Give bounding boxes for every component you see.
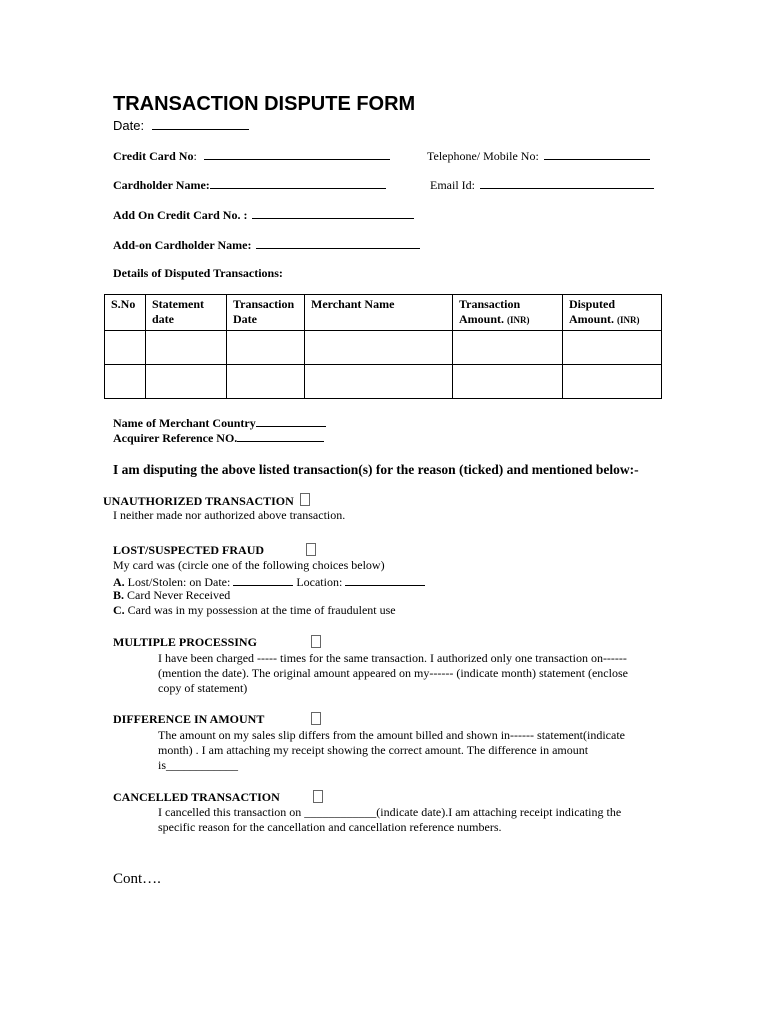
date-label: Date: (113, 118, 145, 133)
difference-amount-checkbox-icon[interactable] (311, 712, 321, 725)
cancelled-date-blank[interactable]: ____________ (304, 805, 377, 819)
merchant-country-label: Name of Merchant Country (113, 416, 256, 430)
email-row (430, 176, 654, 193)
table-cell[interactable] (227, 365, 305, 399)
cardholder-row (113, 176, 386, 193)
difference-amount-text: The amount on my sales slip differs from the amount billed and shown in------ statement(indicate month) . I am attaching my receipt showing the correct amount. The difference in amount is (158, 728, 625, 772)
option-c-label: C. (113, 603, 125, 617)
telephone-field[interactable] (544, 147, 650, 160)
difference-amount-title: DIFFERENCE IN AMOUNT (113, 712, 265, 726)
col-transaction-date: Transaction Date (227, 295, 305, 331)
table-cell[interactable] (146, 331, 227, 365)
cancelled-body (158, 805, 654, 835)
lost-option-b (113, 588, 230, 603)
date-field[interactable] (152, 117, 249, 130)
table-cell[interactable] (227, 331, 305, 365)
cardholder-field[interactable] (210, 176, 386, 189)
cancelled-title: CANCELLED TRANSACTION (113, 790, 280, 804)
unauthorized-title: UNAUTHORIZED TRANSACTION (103, 494, 294, 508)
table-cell[interactable] (563, 331, 662, 365)
addon-card-label: Add On Credit Card No. : (113, 208, 248, 222)
acquirer-ref-label: Acquirer Reference NO. (113, 431, 238, 445)
lost-fraud-checkbox-icon[interactable] (306, 543, 316, 556)
credit-card-field[interactable] (204, 147, 390, 160)
table-cell[interactable] (305, 365, 453, 399)
table-row (105, 365, 662, 399)
credit-card-colon: : (193, 149, 197, 163)
telephone-row (427, 147, 650, 164)
table-cell[interactable] (146, 365, 227, 399)
col-merchant-name: Merchant Name (305, 295, 453, 331)
table-cell[interactable] (563, 365, 662, 399)
table-cell[interactable] (453, 365, 563, 399)
option-b-text: Card Never Received (127, 588, 231, 602)
details-heading: Details of Disputed Transactions: (113, 266, 283, 280)
dispute-statement: I am disputing the above listed transaction(s) for the reason (ticked) and mentioned below:- (113, 462, 639, 477)
table-row (105, 331, 662, 365)
disputed-transactions-table (104, 294, 662, 399)
table-cell[interactable] (105, 365, 146, 399)
col-transaction-amount: Transaction Amount. (INR) (453, 295, 563, 331)
option-a-text: Lost/Stolen: on Date: (127, 575, 231, 589)
form-title: TRANSACTION DISPUTE FORM (113, 93, 416, 115)
col-disputed-amount: Disputed Amount. (INR) (563, 295, 662, 331)
unauthorized-body: I neither made nor authorized above transaction. (113, 508, 346, 522)
lost-location-field[interactable] (345, 573, 425, 586)
col-statement-date: Statement date (146, 295, 227, 331)
table-cell[interactable] (305, 331, 453, 365)
merchant-country-field[interactable] (256, 414, 326, 427)
multiple-processing-title: MULTIPLE PROCESSING (113, 635, 257, 649)
cancelled-checkbox-icon[interactable] (313, 790, 323, 803)
multiple-processing-checkbox-icon[interactable] (311, 635, 321, 648)
difference-amount-body (158, 728, 654, 773)
date-row (113, 117, 249, 133)
addon-name-field[interactable] (256, 236, 420, 249)
option-a-location-label: Location: (296, 575, 343, 589)
continued-note: Cont…. (113, 871, 161, 887)
unauthorized-checkbox-icon[interactable] (300, 493, 310, 506)
addon-name-label: Add-on Cardholder Name: (113, 238, 252, 252)
lost-option-c (113, 603, 396, 618)
addon-name-row (113, 236, 420, 253)
cancelled-text-a: I cancelled this transaction on (158, 805, 302, 819)
credit-card-row (113, 147, 390, 164)
unauthorized-title-row (103, 493, 310, 509)
table-header-row (105, 295, 662, 331)
lost-fraud-title: LOST/SUSPECTED FRAUD (113, 543, 265, 557)
lost-fraud-intro: My card was (circle one of the following choices below) (113, 558, 385, 572)
difference-amount-blank[interactable]: ____________ (166, 758, 239, 772)
multiple-processing-body: I have been charged ----- times for the same transaction. I authorized only one transaction on------ (mention the date). The original amount appeared on my------ (indicate month) statement (enclose copy of statement) (158, 651, 628, 695)
acquirer-ref-row (113, 429, 324, 446)
lost-date-field[interactable] (233, 573, 293, 586)
addon-card-row (113, 206, 414, 223)
cardholder-label: Cardholder Name: (113, 178, 210, 192)
email-field[interactable] (480, 176, 654, 189)
telephone-label: Telephone/ Mobile No: (427, 149, 539, 163)
option-b-label: B. (113, 588, 125, 602)
credit-card-label: Credit Card No (113, 149, 194, 163)
option-a-label: A. (113, 575, 125, 589)
addon-card-field[interactable] (252, 206, 414, 219)
acquirer-ref-field[interactable] (237, 429, 324, 442)
table-cell[interactable] (105, 331, 146, 365)
cancelled-text-b: (indicate date).I am attaching receipt indicating the specific reason for the cancellation and cancellation reference numbers. (158, 805, 622, 834)
email-label: Email Id: (430, 178, 475, 192)
table-cell[interactable] (453, 331, 563, 365)
option-c-text: Card was in my possession at the time of fraudulent use (127, 603, 396, 617)
col-sno: S.No (105, 295, 146, 331)
